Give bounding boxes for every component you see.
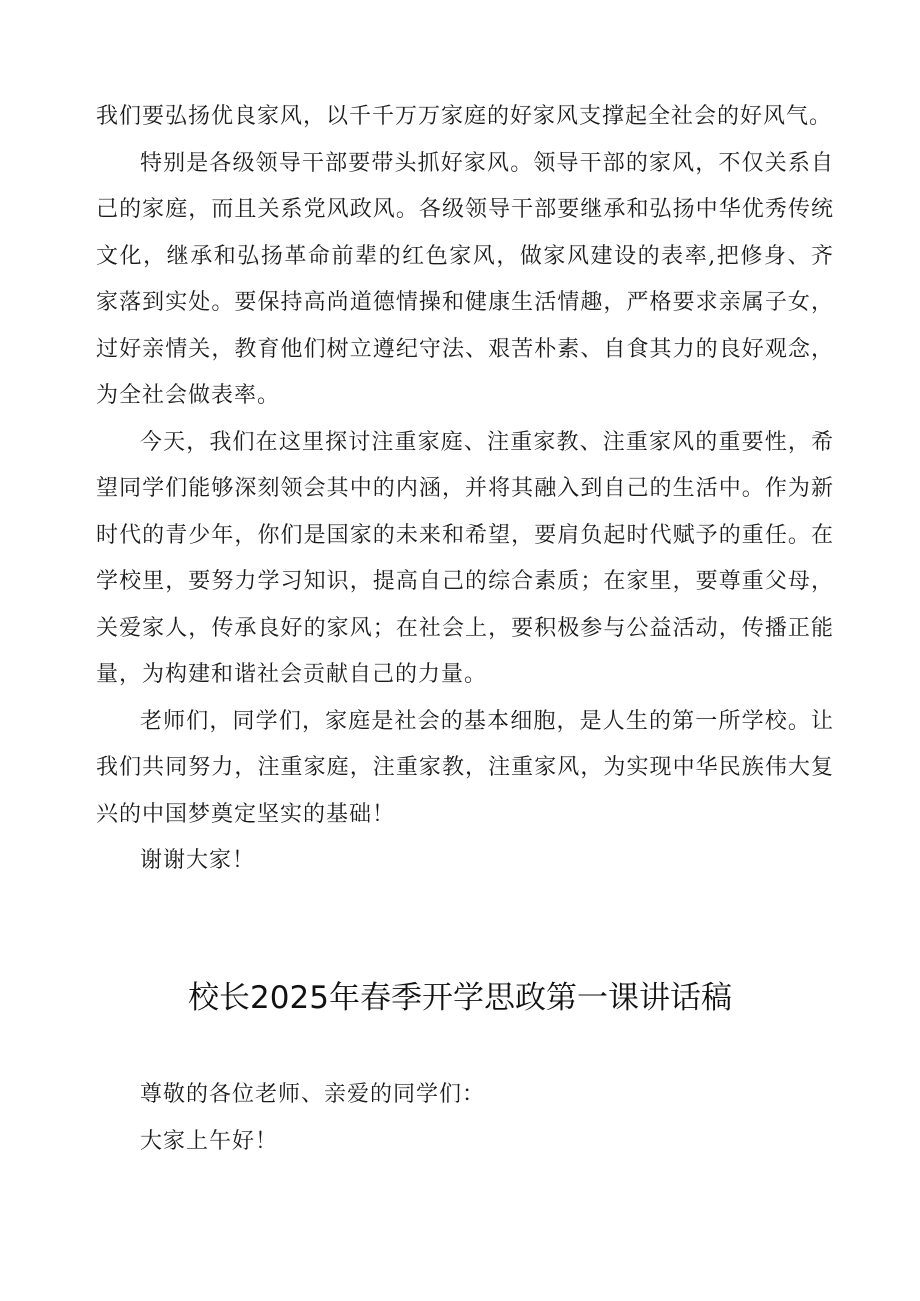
paragraph-closing-appeal: 老师们，同学们，家庭是社会的基本细胞，是人生的第一所学校。让我们共同努力，注重家庭，注重家教，注重家风，为实现中华民族伟大复兴的中国梦奠定坚实的基础！: [96, 708, 834, 827]
section-title: 校长2025年春季开学思政第一课讲话稿: [188, 980, 732, 1016]
paragraph-greeting: 大家上午好！: [140, 1128, 279, 1154]
paragraph-family-style-society: 我们要弘扬优良家风，以千千万万家庭的好家风支撑起全社会的好风气。: [96, 104, 833, 129]
paragraph-students-today: 今天，我们在这里探讨注重家庭、注重家教、注重家风的重要性，希望同学们能够深刻领会其中的内涵，并将其融入到自己的生活中。作为新时代的青少年，你们是国家的未来和希望，要肩负起时代赋予的重任。在学校里，要努力学习知识，提高自己的综合素质；在家里，要尊重父母，关爱家人，传承良好的家风；在社会上，要积极参与公益活动，传播正能量，为构建和谐社会贡献自己的力量。: [96, 429, 834, 687]
speech-body-continuation: [96, 94, 834, 885]
paragraph-thanks: 谢谢大家！: [140, 848, 256, 873]
paragraph-leading-cadres: 特别是各级领导干部要带头抓好家风。领导干部的家风，不仅关系自己的家庭，而且关系党风政风。各级领导干部要继承和弘扬中华优秀传统文化，继承和弘扬革命前辈的红色家风，做家风建设的表率,把修身、齐家落到实处。要保持高尚道德情操和健康生活情趣，严格要求亲属子女，过好亲情关，教育他们树立遵纪守法、艰苦朴素、自食其力的良好观念，为全社会做表率。: [96, 150, 834, 408]
paragraph-salutation: 尊敬的各位老师、亲爱的同学们：: [140, 1082, 486, 1107]
speech-body-new-section: [96, 1072, 834, 1165]
